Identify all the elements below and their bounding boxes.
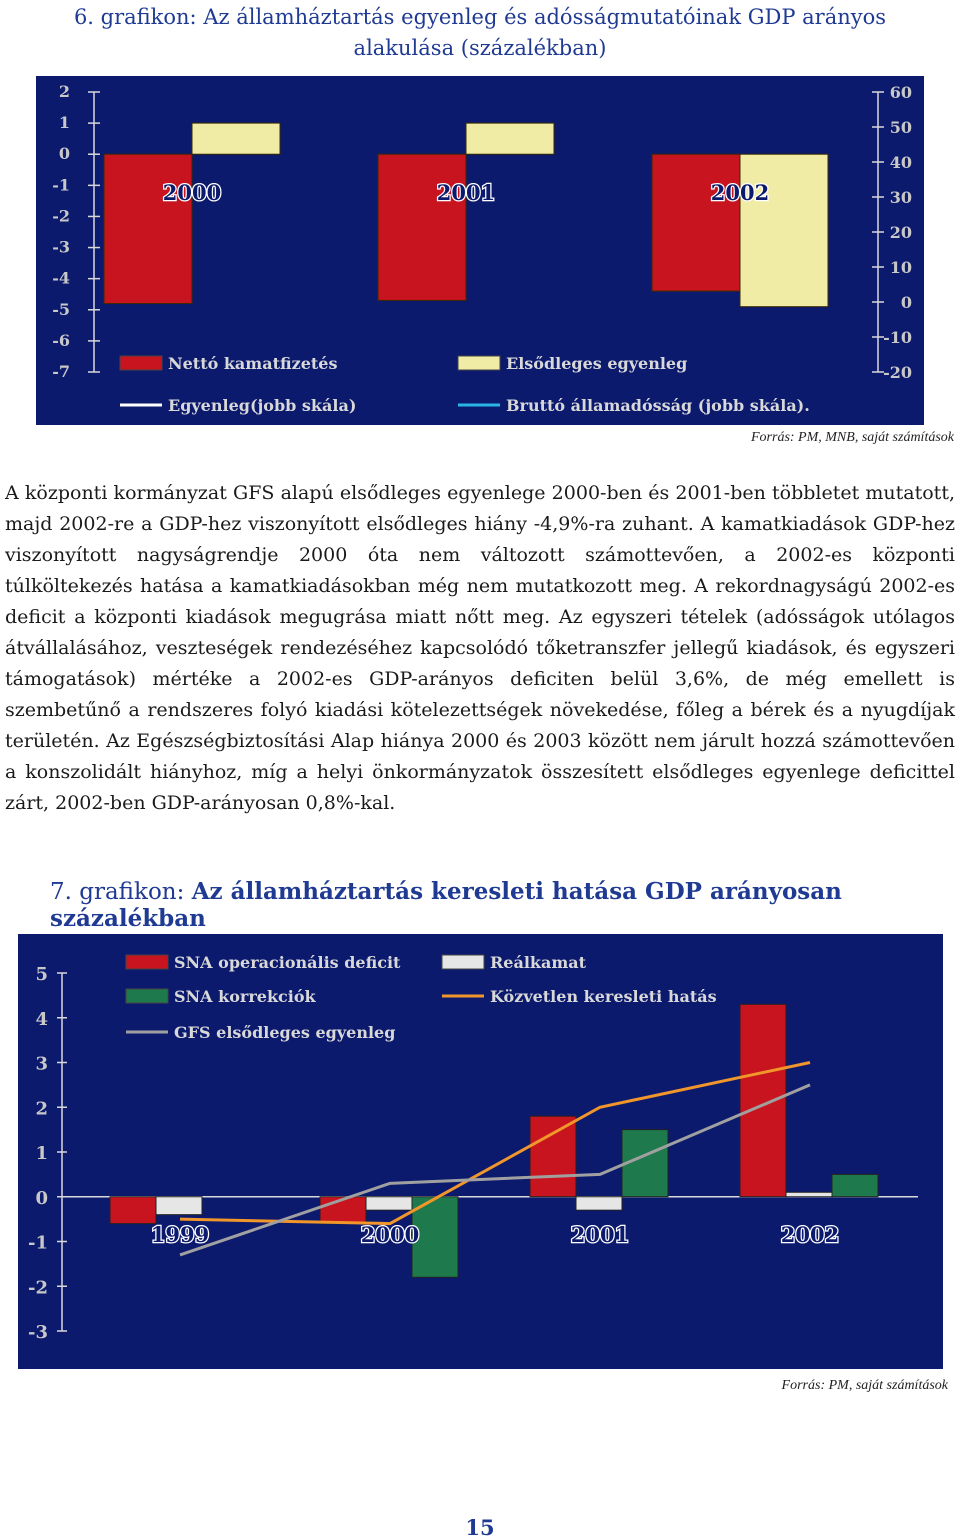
chart1-left-tick-label: -3 xyxy=(52,237,70,257)
figure2-caption xyxy=(50,878,960,932)
chart2-legend-label: Reálkamat xyxy=(490,953,587,972)
chart1-right-tick-label: 10 xyxy=(889,258,912,277)
chart1-right-tick-label: 30 xyxy=(889,188,912,207)
chart2 xyxy=(18,934,943,1369)
chart2-y-tick-label: 4 xyxy=(35,1008,48,1030)
page-number: 15 xyxy=(465,1515,495,1540)
figure1-title-line1: Az államháztartás egyenleg és adósságmutatóinak GDP arányos xyxy=(203,5,887,29)
chart2-y-tick-label: -1 xyxy=(28,1232,48,1254)
chart2-bar xyxy=(366,1197,412,1210)
chart1-right-tick-label: 20 xyxy=(889,223,912,242)
chart2-y-tick-label: -2 xyxy=(28,1277,48,1299)
chart1-left-tick-label: -5 xyxy=(52,299,70,319)
chart1-right-tick-label: 40 xyxy=(889,153,912,172)
chart2-legend-label: Közvetlen keresleti hatás xyxy=(490,987,717,1006)
chart1-legend-label: Elsődleges egyenleg xyxy=(506,354,688,373)
figure1-title-line2: alakulása (százalékban) xyxy=(353,36,607,60)
chart1-right-tick-label: 0 xyxy=(900,293,912,312)
chart1-right-tick-label: -10 xyxy=(883,328,912,347)
chart2-legend-label: SNA korrekciók xyxy=(174,987,316,1006)
chart2-legend-swatch xyxy=(126,955,168,969)
chart2-y-tick-label: 1 xyxy=(35,1143,48,1164)
chart2-legend-label: SNA operacionális deficit xyxy=(174,953,401,972)
chart1 xyxy=(36,76,924,425)
chart2-bar xyxy=(740,1004,786,1196)
chart2-category-label: 1999 xyxy=(150,1221,210,1247)
chart1-bar xyxy=(466,123,554,154)
chart2-legend-label: GFS elsődleges egyenleg xyxy=(174,1023,396,1042)
chart2-category-label: 2000 xyxy=(360,1221,420,1247)
chart2-y-tick-label: 0 xyxy=(35,1187,48,1209)
chart1-left-tick-label: -2 xyxy=(52,206,70,226)
chart1-right-tick-label: 50 xyxy=(889,118,912,137)
chart1-category-label: 2001 xyxy=(436,180,496,205)
chart1-right-tick-label: -20 xyxy=(883,363,912,382)
chart1-bar xyxy=(652,154,740,291)
chart1-right-tick-label: 60 xyxy=(889,83,912,102)
chart1-category-label: 2002 xyxy=(710,180,770,205)
chart1-legend-swatch xyxy=(120,356,162,370)
chart2-bar xyxy=(530,1116,576,1197)
chart2-bar xyxy=(110,1197,156,1224)
chart1-legend-swatch xyxy=(458,356,500,370)
chart2-bar xyxy=(576,1197,622,1210)
figure2-title: Az államháztartás keresleti hatása GDP arányosan százalékban xyxy=(50,878,842,932)
chart2-y-tick-label: 5 xyxy=(35,964,48,985)
chart2-bar xyxy=(786,1192,832,1196)
chart1-bar xyxy=(378,154,466,300)
chart1-bar xyxy=(104,154,192,303)
chart2-category-label: 2002 xyxy=(780,1221,840,1247)
chart1-left-tick-label: 2 xyxy=(58,82,70,101)
chart1-left-tick-label: -7 xyxy=(52,362,70,381)
chart2-category-label: 2001 xyxy=(570,1221,630,1247)
chart2-bar xyxy=(832,1174,878,1196)
chart1-bar xyxy=(192,123,280,154)
figure1-number: 6. grafikon: xyxy=(73,5,197,29)
chart1-left-tick-label: -6 xyxy=(52,330,70,350)
chart2-y-tick-label: 2 xyxy=(35,1098,48,1120)
chart2-y-tick-label: 3 xyxy=(35,1053,48,1075)
figure1-source: Forrás: PM, MNB, saját számítások xyxy=(751,430,954,445)
chart2-y-tick-label: -3 xyxy=(28,1322,48,1343)
chart1-left-tick-label: 1 xyxy=(58,113,70,133)
figure1-caption xyxy=(0,2,960,64)
figure2-source: Forrás: PM, saját számítások xyxy=(781,1378,948,1393)
chart2-legend-swatch xyxy=(442,955,484,969)
chart1-bar xyxy=(740,154,828,306)
chart2-legend-swatch xyxy=(126,989,168,1003)
chart2-bar xyxy=(156,1197,202,1215)
figure2-number: 7. grafikon: xyxy=(50,879,185,905)
chart1-left-tick-label: 0 xyxy=(58,144,70,164)
chart1-legend-label: Egyenleg(jobb skála) xyxy=(168,396,357,415)
chart1-legend-label: Nettó kamatfizetés xyxy=(168,354,338,373)
body-paragraph: A központi kormányzat GFS alapú elsődleges egyenlege 2000-ben és 2001-ben többletet mutatott, majd 2002-re a GDP-hez viszonyított elsődleges hiány -4,9%-ra zuhant. A kamatkiadások GDP-hez viszonyított nagyságrendje 2000 óta nem változott számottevően, a 2002-es központi túlköltekezés hatása a kamatkiadásokban még nem mutatkozott meg. A rekordnagyságú 2002-es deficit a központi kiadások megugrása miatt nőtt meg. Az egyszeri tételek (adósságok utólagos átvállalásához, veszteségek rendezéséhez kapcsolódó tőketranszfer jellegű kiadások, és egyszeri támogatások) mértéke a 2002-es GDP-arányos deficiten belül 3,6%, de még emellett is szembetűnő a rendszeres folyó kiadási kötelezettségek növekedése, főleg a bérek és a nyugdíjak területén. Az Egészségbiztosítási Alap hiánya 2000 és 2003 között nem járult hozzá számottevően a konszolidált hiányhoz, míg a helyi önkormányzatok összesített elsődleges egyenlege deficittel zárt, 2002-ben GDP-arányosan 0,8%-kal. xyxy=(5,482,955,814)
chart1-legend-label: Bruttó államadósság (jobb skála). xyxy=(506,396,810,415)
chart1-left-tick-label: -1 xyxy=(52,175,70,195)
chart1-left-tick-label: -4 xyxy=(52,268,70,288)
chart1-category-label: 2000 xyxy=(162,180,222,205)
